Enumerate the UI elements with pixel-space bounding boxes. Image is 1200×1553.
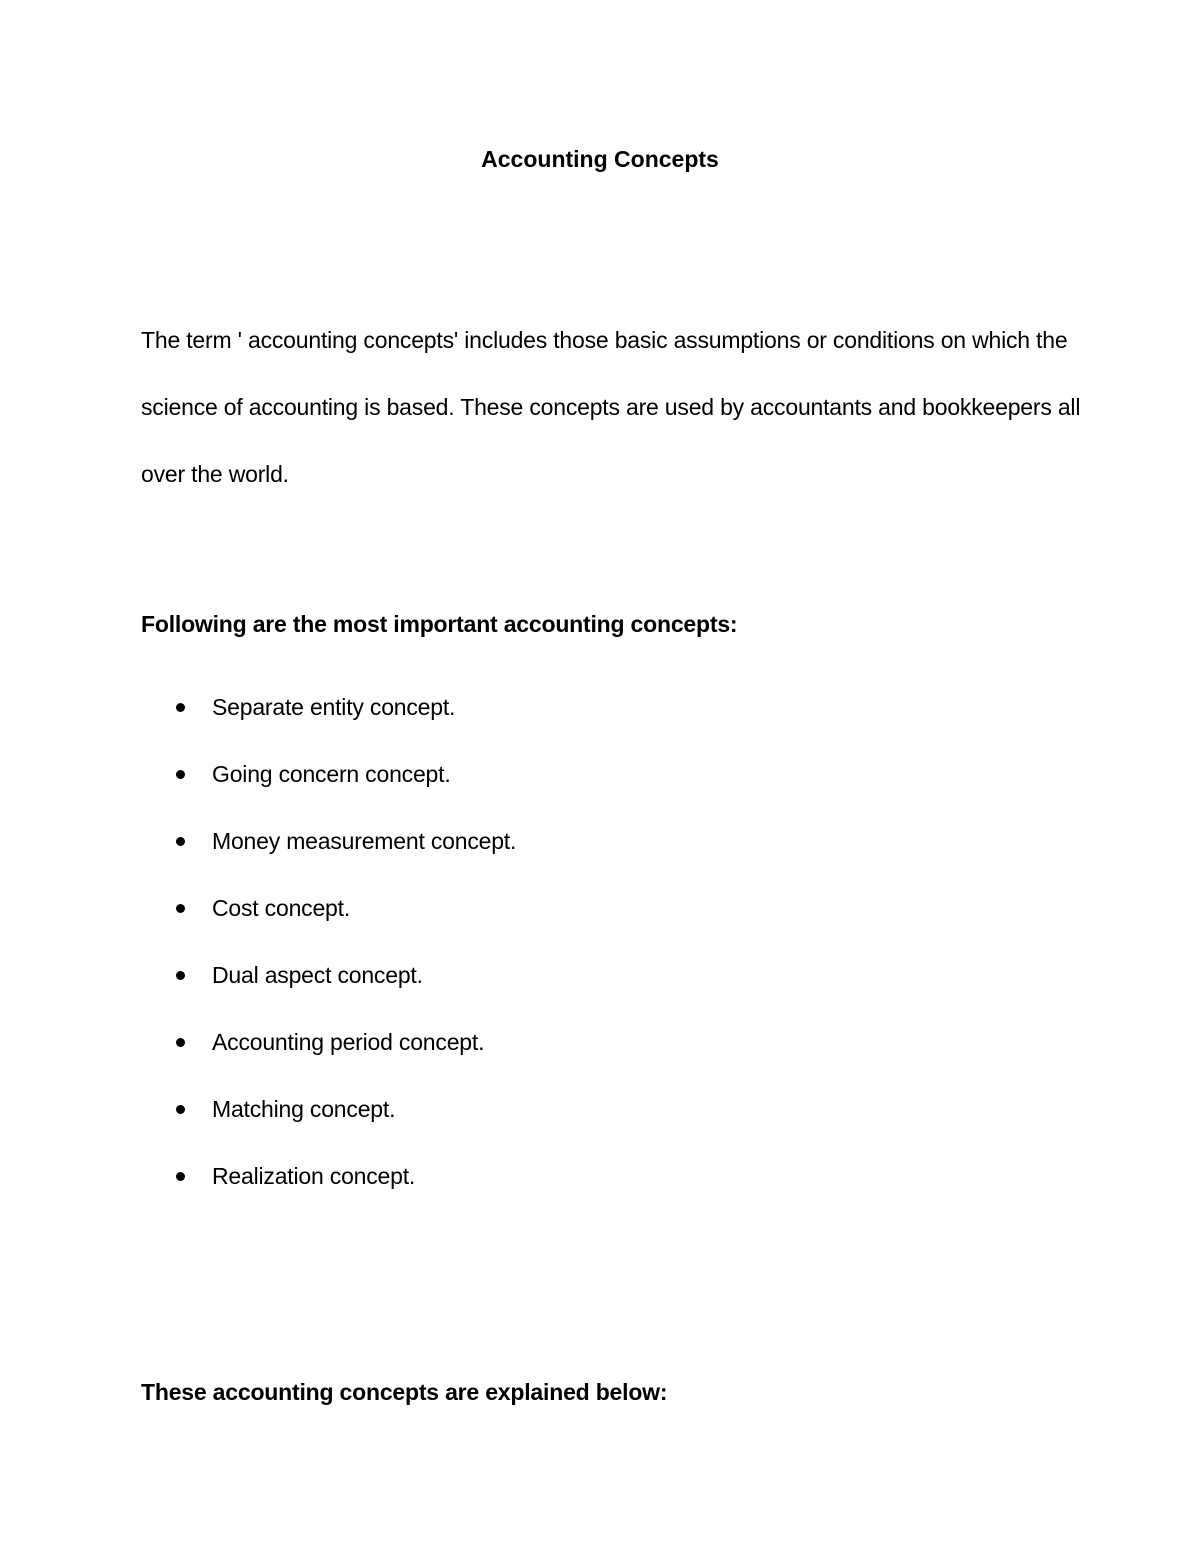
list-item [141,1143,516,1210]
list-item [141,875,516,942]
list-heading: Following are the most important accounting concepts: [141,611,738,637]
list-item-label: Accounting period concept. [212,1029,485,1055]
bullet-icon [176,703,185,712]
list-item [141,942,516,1009]
list-item-label: Going concern concept. [212,761,451,787]
list-item-label: Matching concept. [212,1096,396,1122]
list-item [141,1009,516,1076]
bullet-icon [176,904,185,913]
intro-paragraph: The term ' accounting concepts' includes those basic assumptions or conditions on which the science of accounting is based. These concepts are used by accountants and bookkeepers all over the world. [141,327,1081,487]
list-item [141,674,516,741]
list-item-label: Realization concept. [212,1163,416,1189]
list-item-label: Separate entity concept. [212,694,456,720]
list-item-label: Dual aspect concept. [212,962,423,988]
list-item-label: Cost concept. [212,895,351,921]
explanation-heading: These accounting concepts are explained below: [141,1379,668,1405]
bullet-icon [176,971,185,980]
bullet-icon [176,1172,185,1181]
bullet-icon [176,770,185,779]
bullet-icon [176,837,185,846]
concept-list [141,674,516,1210]
bullet-icon [176,1105,185,1114]
bullet-icon [176,1038,185,1047]
list-item [141,808,516,875]
page-title: Accounting Concepts [481,146,719,172]
list-item [141,741,516,808]
list-item [141,1076,516,1143]
list-item-label: Money measurement concept. [212,828,517,854]
